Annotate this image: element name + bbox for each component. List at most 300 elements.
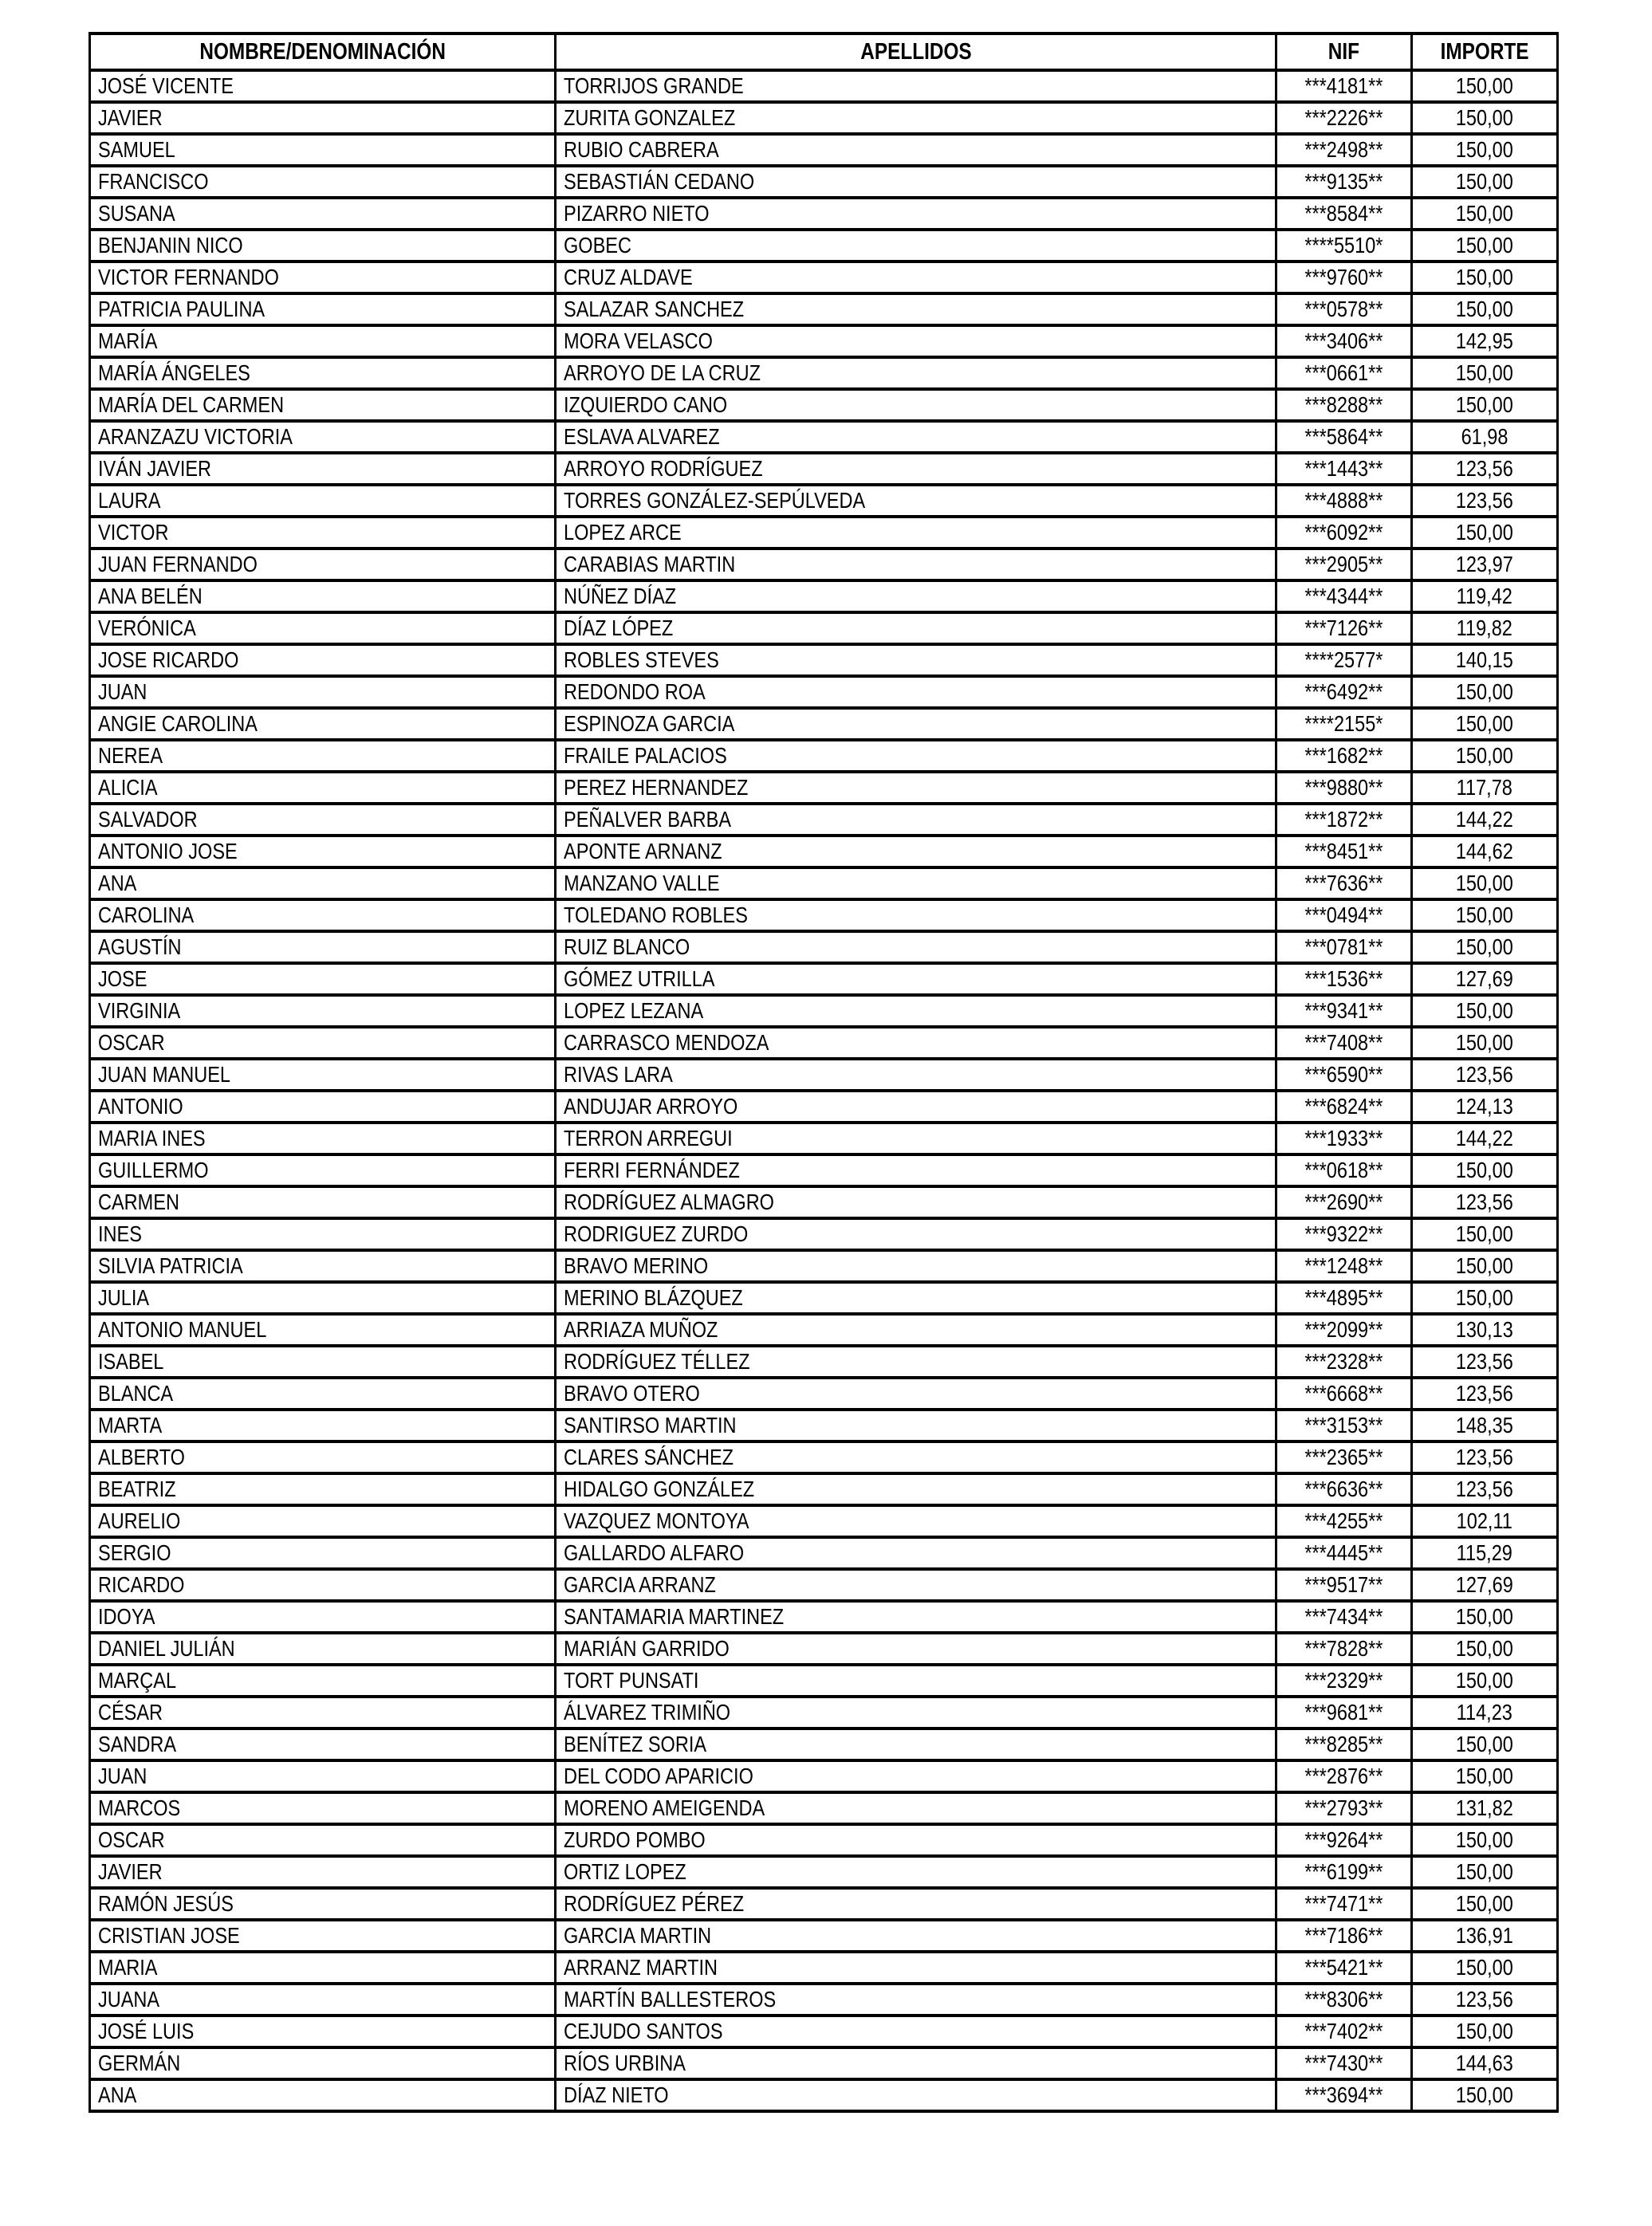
cell-nombre — [90, 1760, 556, 1792]
table-row — [90, 1952, 1558, 1984]
cell-nombre-text: BLANCA — [98, 1381, 174, 1406]
cell-importe — [1412, 1027, 1558, 1059]
cell-importe — [1412, 357, 1558, 389]
table-row — [90, 198, 1558, 230]
cell-nombre-text: ANTONIO — [98, 1094, 183, 1119]
table-row — [90, 995, 1558, 1027]
cell-apellidos-text: DÍAZ NIETO — [564, 2082, 669, 2107]
cell-apellidos — [556, 867, 1276, 899]
table-row — [90, 1569, 1558, 1601]
cell-nif-text: ***2328** — [1304, 1349, 1383, 1374]
cell-nombre-text: VERÓNICA — [98, 615, 196, 640]
cell-importe — [1412, 1250, 1558, 1282]
cell-apellidos — [556, 1186, 1276, 1218]
table-row — [90, 899, 1558, 931]
table-row — [90, 772, 1558, 804]
cell-apellidos-text: GARCIA MARTIN — [564, 1923, 712, 1948]
cell-nif-text: ***7430** — [1304, 2051, 1383, 2075]
cell-apellidos-text: CARABIAS MARTIN — [564, 552, 736, 576]
cell-nif-text: ***7126** — [1304, 615, 1383, 640]
table-row — [90, 1378, 1558, 1410]
cell-importe — [1412, 453, 1558, 485]
cell-importe-text: 150,00 — [1456, 105, 1513, 130]
cell-importe — [1412, 1505, 1558, 1537]
column-header-apellidos — [556, 33, 1276, 70]
cell-importe-text: 150,00 — [1456, 1732, 1513, 1756]
cell-nombre-text: JUAN — [98, 1764, 148, 1788]
cell-apellidos-text: APONTE ARNANZ — [564, 839, 722, 863]
cell-apellidos-text: SANTAMARIA MARTINEZ — [564, 1604, 785, 1629]
cell-importe — [1412, 549, 1558, 580]
cell-importe-text: 142,95 — [1456, 328, 1513, 353]
cell-importe-text: 114,23 — [1456, 1700, 1513, 1725]
cell-nif — [1276, 1346, 1412, 1378]
cell-apellidos — [556, 1218, 1276, 1250]
cell-nif — [1276, 580, 1412, 612]
cell-importe — [1412, 899, 1558, 931]
cell-importe-text: 150,00 — [1456, 201, 1513, 226]
cell-importe-text: 150,00 — [1456, 265, 1513, 289]
cell-nombre — [90, 676, 556, 708]
cell-nif-text: ***9135** — [1304, 169, 1383, 194]
cell-nif — [1276, 389, 1412, 421]
cell-apellidos-text: SEBASTIÁN CEDANO — [564, 169, 755, 194]
cell-nif-text: ***0781** — [1304, 934, 1383, 959]
cell-importe-text: 144,22 — [1456, 1126, 1513, 1150]
cell-apellidos-text: DEL CODO APARICIO — [564, 1764, 753, 1788]
cell-importe-text: 150,00 — [1456, 711, 1513, 736]
cell-nombre-text: MARTA — [98, 1413, 163, 1437]
cell-apellidos-text: RIVAS LARA — [564, 1062, 673, 1087]
cell-apellidos — [556, 1250, 1276, 1282]
cell-nif-text: ***7402** — [1304, 2019, 1383, 2043]
cell-nombre-text: JOSÉ VICENTE — [98, 73, 234, 98]
cell-importe-text: 130,13 — [1456, 1317, 1513, 1342]
cell-apellidos-text: MANZANO VALLE — [564, 871, 720, 895]
cell-nif-text: ***2905** — [1304, 552, 1383, 576]
cell-nif-text: ***6636** — [1304, 1477, 1383, 1501]
cell-nombre — [90, 1346, 556, 1378]
cell-apellidos-text: MARTÍN BALLESTEROS — [564, 1987, 777, 2012]
cell-nombre-text: ANTONIO MANUEL — [98, 1317, 267, 1342]
cell-apellidos-text: LOPEZ LEZANA — [564, 998, 704, 1023]
cell-apellidos-text: TORRIJOS GRANDE — [564, 73, 744, 98]
cell-nombre-text: MARIA — [98, 1955, 158, 1980]
cell-importe-text: 150,00 — [1456, 73, 1513, 98]
cell-importe — [1412, 1760, 1558, 1792]
table-row — [90, 1601, 1558, 1633]
cell-apellidos-text: CEJUDO SANTOS — [564, 2019, 723, 2043]
cell-apellidos — [556, 1154, 1276, 1186]
cell-nombre-text: VICTOR FERNANDO — [98, 265, 279, 289]
cell-nombre-text: ALBERTO — [98, 1445, 185, 1469]
cell-nif-text: ***1248** — [1304, 1253, 1383, 1278]
cell-importe-text: 144,63 — [1456, 2051, 1513, 2075]
cell-importe-text: 150,00 — [1456, 1668, 1513, 1693]
cell-nif-text: ***2226** — [1304, 105, 1383, 130]
cell-apellidos-text: LOPEZ ARCE — [564, 520, 682, 545]
cell-nombre — [90, 1952, 556, 1984]
cell-nif — [1276, 230, 1412, 262]
cell-nif-text: ***3694** — [1304, 2082, 1383, 2107]
cell-importe-text: 115,29 — [1456, 1540, 1513, 1565]
cell-nombre — [90, 740, 556, 772]
cell-nif — [1276, 1537, 1412, 1569]
cell-nombre — [90, 1697, 556, 1728]
cell-nombre — [90, 1186, 556, 1218]
column-header-apellidos-label: APELLIDOS — [859, 38, 972, 65]
cell-importe — [1412, 931, 1558, 963]
cell-nombre — [90, 1091, 556, 1123]
cell-nombre — [90, 357, 556, 389]
cell-nombre-text: PATRICIA PAULINA — [98, 297, 266, 321]
cell-nif-text: ***9681** — [1304, 1700, 1383, 1725]
cell-importe-text: 117,78 — [1456, 775, 1513, 800]
cell-apellidos-text: VAZQUEZ MONTOYA — [564, 1508, 749, 1533]
cell-apellidos — [556, 899, 1276, 931]
cell-nif-text: ***7434** — [1304, 1604, 1383, 1629]
cell-importe — [1412, 1346, 1558, 1378]
table-row — [90, 70, 1558, 102]
cell-nombre-text: MARIA INES — [98, 1126, 206, 1150]
cell-apellidos-text: IZQUIERDO CANO — [564, 392, 728, 417]
cell-nif-text: ***1443** — [1304, 456, 1383, 481]
table-row — [90, 1282, 1558, 1314]
cell-importe-text: 150,00 — [1456, 1030, 1513, 1055]
cell-nif — [1276, 740, 1412, 772]
cell-nif — [1276, 1473, 1412, 1505]
cell-importe-text: 150,00 — [1456, 1764, 1513, 1788]
cell-nif — [1276, 1569, 1412, 1601]
cell-nombre-text: AGUSTÍN — [98, 934, 182, 959]
table-row — [90, 1059, 1558, 1091]
cell-nif-text: ***6092** — [1304, 520, 1383, 545]
cell-apellidos-text: RÍOS URBINA — [564, 2051, 686, 2075]
cell-importe — [1412, 325, 1558, 357]
cell-nombre — [90, 1059, 556, 1091]
cell-nombre-text: VIRGINIA — [98, 998, 181, 1023]
cell-apellidos — [556, 1027, 1276, 1059]
cell-apellidos — [556, 772, 1276, 804]
table-row — [90, 166, 1558, 198]
table-row — [90, 1346, 1558, 1378]
table-row — [90, 1633, 1558, 1665]
cell-nif — [1276, 70, 1412, 102]
cell-nombre — [90, 198, 556, 230]
cell-importe — [1412, 166, 1558, 198]
cell-importe — [1412, 1473, 1558, 1505]
cell-nombre — [90, 1505, 556, 1537]
table-row — [90, 1665, 1558, 1697]
cell-apellidos-text: PEREZ HERNANDEZ — [564, 775, 749, 800]
cell-nombre — [90, 1728, 556, 1760]
cell-apellidos — [556, 1091, 1276, 1123]
cell-apellidos — [556, 931, 1276, 963]
cell-nombre — [90, 1314, 556, 1346]
cell-importe — [1412, 2079, 1558, 2111]
cell-apellidos — [556, 102, 1276, 134]
cell-nif-text: ***1536** — [1304, 966, 1383, 991]
cell-nif-text: ***4344** — [1304, 584, 1383, 608]
cell-nif — [1276, 166, 1412, 198]
table-row — [90, 293, 1558, 325]
cell-importe — [1412, 134, 1558, 166]
cell-nif — [1276, 612, 1412, 644]
cell-nombre-text: SAMUEL — [98, 137, 175, 162]
cell-nombre-text: RICARDO — [98, 1572, 185, 1597]
cell-importe-text: 61,98 — [1461, 424, 1508, 449]
cell-nombre-text: MARÇAL — [98, 1668, 177, 1693]
cell-apellidos — [556, 357, 1276, 389]
cell-apellidos — [556, 549, 1276, 580]
table-row — [90, 740, 1558, 772]
cell-nif — [1276, 1952, 1412, 1984]
table-row — [90, 1984, 1558, 2016]
cell-importe-text: 123,56 — [1456, 1062, 1513, 1087]
cell-apellidos-text: HIDALGO GONZÁLEZ — [564, 1477, 755, 1501]
cell-nombre — [90, 1218, 556, 1250]
cell-importe — [1412, 963, 1558, 995]
cell-importe-text: 150,00 — [1456, 871, 1513, 895]
cell-nif — [1276, 644, 1412, 676]
cell-importe — [1412, 1569, 1558, 1601]
cell-nif — [1276, 1824, 1412, 1856]
cell-apellidos — [556, 1856, 1276, 1888]
cell-nif — [1276, 485, 1412, 517]
cell-nif — [1276, 1091, 1412, 1123]
cell-importe-text: 123,56 — [1456, 1349, 1513, 1374]
cell-nombre-text: JUAN — [98, 679, 148, 704]
cell-importe — [1412, 995, 1558, 1027]
cell-importe-text: 150,00 — [1456, 1859, 1513, 1884]
cell-nombre-text: MARÍA — [98, 328, 158, 353]
cell-nif — [1276, 198, 1412, 230]
cell-nif-text: ***0618** — [1304, 1158, 1383, 1182]
cell-nif — [1276, 1378, 1412, 1410]
cell-apellidos — [556, 644, 1276, 676]
cell-nombre-text: JUANA — [98, 1987, 160, 2012]
cell-importe — [1412, 1154, 1558, 1186]
cell-importe — [1412, 2016, 1558, 2047]
cell-nif-text: ***6199** — [1304, 1859, 1383, 1884]
cell-apellidos — [556, 1601, 1276, 1633]
cell-nif — [1276, 549, 1412, 580]
cell-nif — [1276, 804, 1412, 836]
cell-nombre-text: JAVIER — [98, 105, 163, 130]
cell-importe-text: 150,00 — [1456, 360, 1513, 385]
cell-nif — [1276, 1728, 1412, 1760]
cell-apellidos — [556, 2016, 1276, 2047]
cell-apellidos — [556, 1888, 1276, 1920]
cell-nombre — [90, 995, 556, 1027]
table-row — [90, 549, 1558, 580]
cell-nombre — [90, 772, 556, 804]
cell-importe-text: 123,56 — [1456, 1381, 1513, 1406]
cell-nombre-text: CRISTIAN JOSE — [98, 1923, 240, 1948]
cell-apellidos-text: GALLARDO ALFARO — [564, 1540, 745, 1565]
cell-nombre-text: CÉSAR — [98, 1700, 163, 1725]
cell-apellidos-text: MORA VELASCO — [564, 328, 713, 353]
cell-nif — [1276, 1505, 1412, 1537]
table-row — [90, 1760, 1558, 1792]
table-row — [90, 708, 1558, 740]
cell-importe — [1412, 1441, 1558, 1473]
cell-nombre — [90, 421, 556, 453]
cell-apellidos — [556, 293, 1276, 325]
cell-apellidos-text: BRAVO OTERO — [564, 1381, 700, 1406]
cell-nif-text: ***0494** — [1304, 903, 1383, 927]
cell-nombre-text: CARMEN — [98, 1190, 179, 1214]
cell-nif — [1276, 836, 1412, 867]
cell-apellidos — [556, 1123, 1276, 1154]
cell-apellidos-text: FERRI FERNÁNDEZ — [564, 1158, 740, 1182]
cell-nif — [1276, 1441, 1412, 1473]
cell-nombre-text: AURELIO — [98, 1508, 181, 1533]
cell-nif — [1276, 1314, 1412, 1346]
table-row — [90, 804, 1558, 836]
cell-importe-text: 127,69 — [1456, 966, 1513, 991]
cell-apellidos — [556, 1410, 1276, 1441]
table-row — [90, 963, 1558, 995]
table-row — [90, 1091, 1558, 1123]
cell-nombre-text: VICTOR — [98, 520, 169, 545]
cell-nombre — [90, 612, 556, 644]
cell-apellidos-text: RODRIGUEZ ZURDO — [564, 1221, 749, 1246]
cell-apellidos-text: SALAZAR SANCHEZ — [564, 297, 745, 321]
cell-apellidos — [556, 580, 1276, 612]
cell-apellidos — [556, 517, 1276, 549]
cell-nif-text: ***8288** — [1304, 392, 1383, 417]
table-row — [90, 1218, 1558, 1250]
cell-nombre — [90, 899, 556, 931]
cell-nif — [1276, 517, 1412, 549]
cell-apellidos-text: RODRÍGUEZ ALMAGRO — [564, 1190, 774, 1214]
cell-apellidos-text: ÁLVAREZ TRIMIÑO — [564, 1700, 731, 1725]
table-row — [90, 262, 1558, 293]
cell-importe — [1412, 1218, 1558, 1250]
table-row — [90, 612, 1558, 644]
cell-nif — [1276, 899, 1412, 931]
table-row — [90, 421, 1558, 453]
cell-nombre — [90, 580, 556, 612]
cell-apellidos-text: BENÍTEZ SORIA — [564, 1732, 707, 1756]
cell-nombre-text: MARCOS — [98, 1795, 181, 1820]
cell-nombre — [90, 836, 556, 867]
cell-nombre — [90, 2047, 556, 2079]
cell-nif-text: ***3406** — [1304, 328, 1383, 353]
table-row — [90, 1824, 1558, 1856]
cell-importe — [1412, 1537, 1558, 1569]
cell-importe — [1412, 1952, 1558, 1984]
cell-nombre — [90, 1633, 556, 1665]
cell-apellidos-text: GOBEC — [564, 233, 631, 258]
cell-nombre — [90, 1378, 556, 1410]
cell-importe-text: 150,00 — [1456, 1221, 1513, 1246]
table-row — [90, 357, 1558, 389]
cell-nombre — [90, 1250, 556, 1282]
cell-apellidos — [556, 1346, 1276, 1378]
cell-nombre-text: SALVADOR — [98, 807, 198, 832]
cell-nombre — [90, 1569, 556, 1601]
cell-nif — [1276, 134, 1412, 166]
cell-nif — [1276, 262, 1412, 293]
cell-nombre-text: ANA BELÉN — [98, 584, 203, 608]
cell-importe — [1412, 262, 1558, 293]
cell-apellidos — [556, 804, 1276, 836]
cell-nif-text: ***8451** — [1304, 839, 1383, 863]
cell-importe — [1412, 612, 1558, 644]
cell-nombre-text: MARÍA ÁNGELES — [98, 360, 250, 385]
cell-nombre — [90, 70, 556, 102]
cell-nombre-text: JOSÉ LUIS — [98, 2019, 195, 2043]
cell-importe — [1412, 772, 1558, 804]
cell-nif-text: ***0661** — [1304, 360, 1383, 385]
cell-apellidos-text: RODRÍGUEZ TÉLLEZ — [564, 1349, 750, 1374]
cell-nombre — [90, 1154, 556, 1186]
cell-apellidos — [556, 1282, 1276, 1314]
cell-nif — [1276, 1059, 1412, 1091]
cell-importe — [1412, 1123, 1558, 1154]
cell-apellidos — [556, 1441, 1276, 1473]
cell-importe-text: 144,22 — [1456, 807, 1513, 832]
table-header-row — [90, 33, 1558, 70]
cell-apellidos — [556, 2079, 1276, 2111]
cell-nombre — [90, 931, 556, 963]
cell-importe — [1412, 1282, 1558, 1314]
cell-importe-text: 150,00 — [1456, 998, 1513, 1023]
cell-importe-text: 150,00 — [1456, 1253, 1513, 1278]
cell-nif — [1276, 1665, 1412, 1697]
cell-importe — [1412, 708, 1558, 740]
cell-apellidos — [556, 612, 1276, 644]
cell-nif-text: ***6492** — [1304, 679, 1383, 704]
cell-apellidos-text: ZURDO POMBO — [564, 1827, 706, 1852]
table-row — [90, 517, 1558, 549]
cell-nombre-text: DANIEL JULIÁN — [98, 1636, 235, 1661]
cell-importe-text: 150,00 — [1456, 1891, 1513, 1916]
cell-apellidos — [556, 708, 1276, 740]
table-row — [90, 485, 1558, 517]
cell-apellidos-text: RUBIO CABRERA — [564, 137, 719, 162]
cell-nif — [1276, 772, 1412, 804]
cell-nif-text: ***2365** — [1304, 1445, 1383, 1469]
cell-apellidos — [556, 1792, 1276, 1824]
cell-apellidos — [556, 325, 1276, 357]
cell-nif — [1276, 963, 1412, 995]
cell-nombre-text: ANGIE CAROLINA — [98, 711, 258, 736]
cell-nif-text: ***9880** — [1304, 775, 1383, 800]
cell-nif — [1276, 1601, 1412, 1633]
cell-importe — [1412, 676, 1558, 708]
cell-nif — [1276, 1410, 1412, 1441]
cell-apellidos — [556, 1984, 1276, 2016]
cell-nombre-text: OSCAR — [98, 1827, 165, 1852]
cell-importe — [1412, 230, 1558, 262]
cell-apellidos — [556, 1059, 1276, 1091]
table-row — [90, 1250, 1558, 1282]
cell-apellidos-text: ORTIZ LOPEZ — [564, 1859, 686, 1884]
cell-apellidos-text: ZURITA GONZALEZ — [564, 105, 736, 130]
table-row — [90, 1410, 1558, 1441]
cell-nif-text: ****2577* — [1304, 647, 1383, 672]
cell-nombre — [90, 2079, 556, 2111]
cell-nombre-text: MARÍA DEL CARMEN — [98, 392, 285, 417]
cell-importe-text: 119,42 — [1456, 584, 1513, 608]
cell-nif — [1276, 1250, 1412, 1282]
cell-nombre-text: GUILLERMO — [98, 1158, 209, 1182]
cell-nif-text: ***8285** — [1304, 1732, 1383, 1756]
cell-apellidos — [556, 421, 1276, 453]
